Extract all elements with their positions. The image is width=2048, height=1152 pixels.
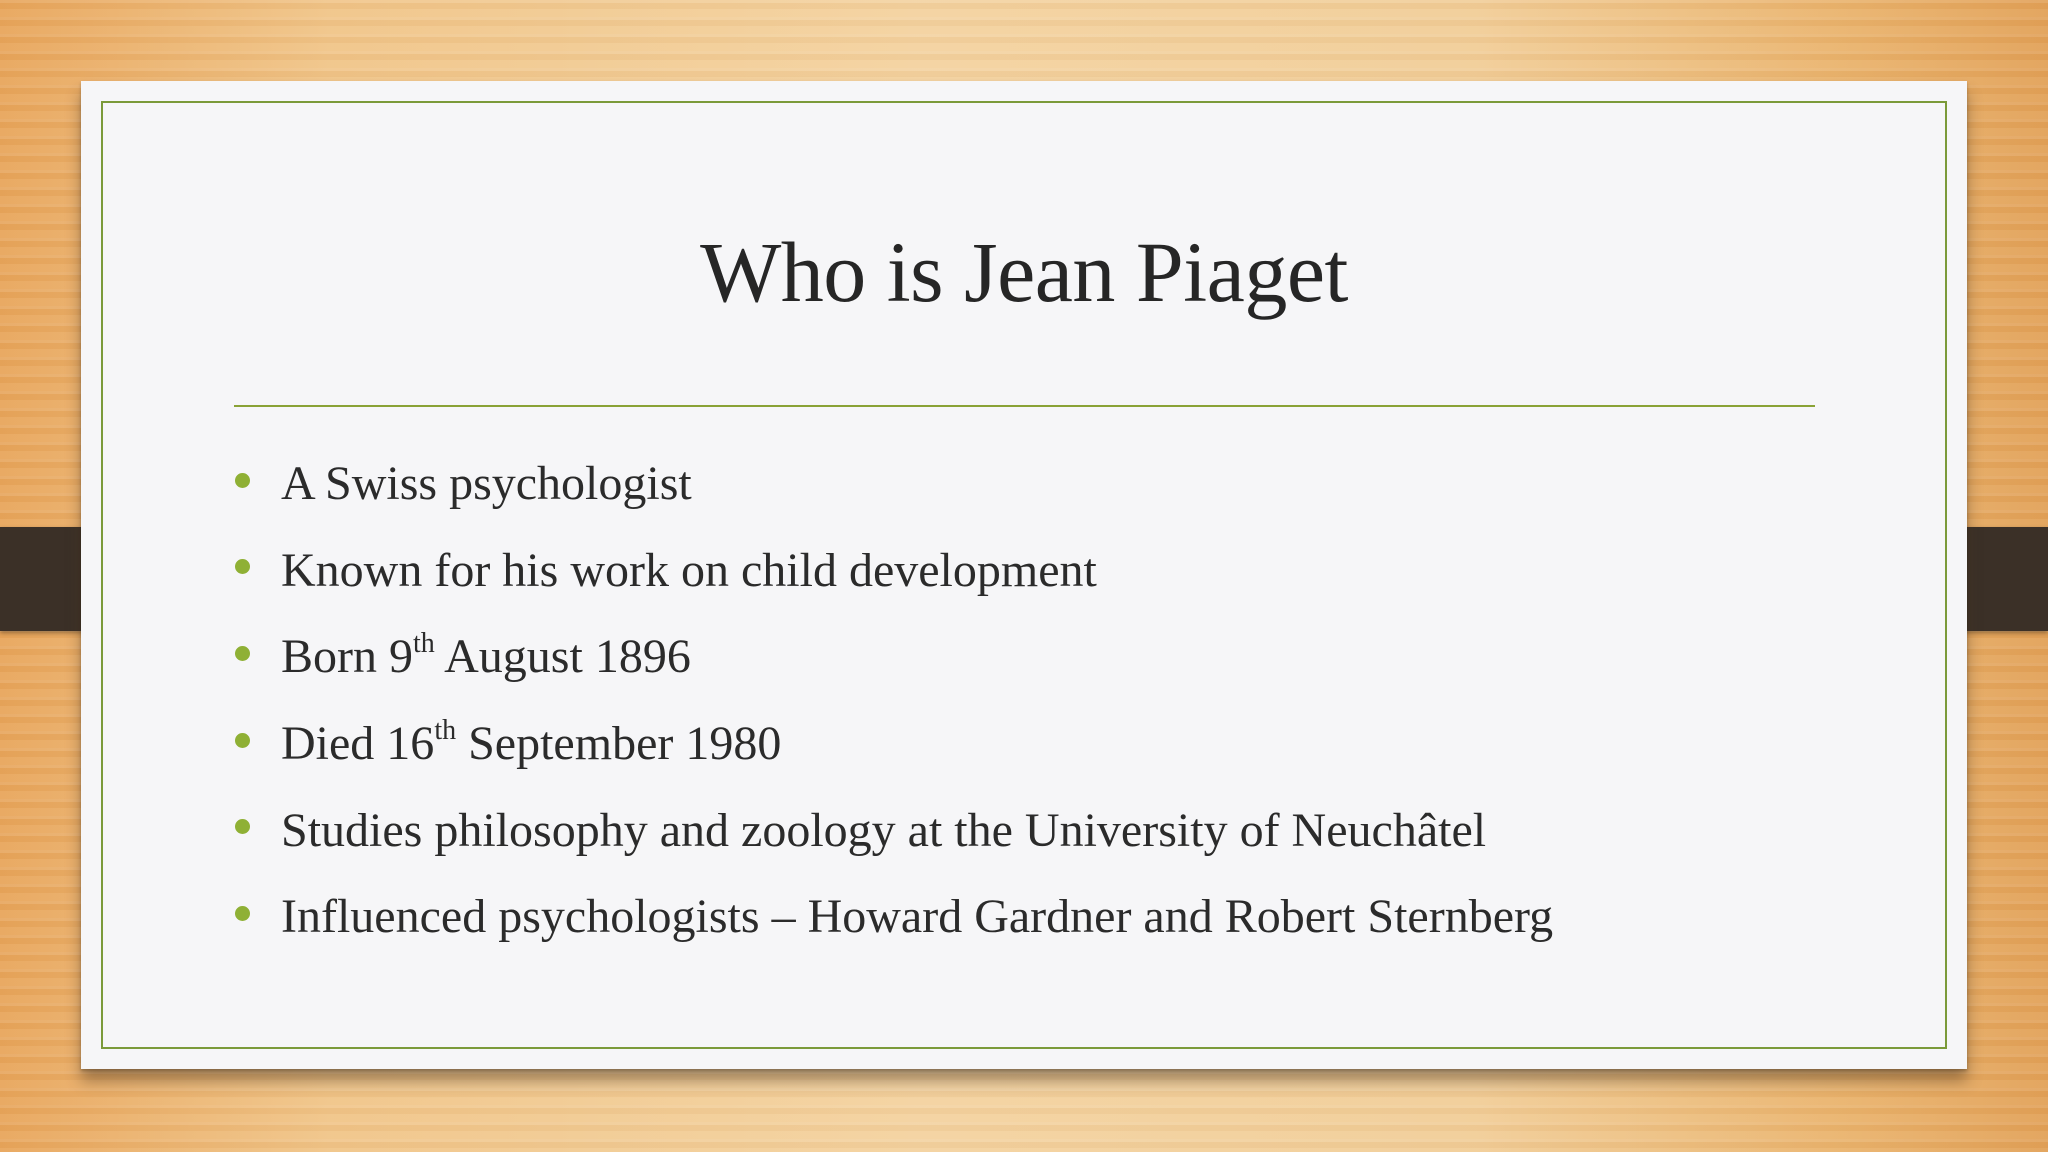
bullet-item xyxy=(235,874,1553,961)
bullet-item xyxy=(235,528,1553,615)
bullet-icon xyxy=(235,733,250,748)
bullet-item xyxy=(235,441,1553,528)
bullet-item xyxy=(235,701,1553,788)
bullet-text: Influenced psychologists – Howard Gardner and Robert Sternberg xyxy=(281,890,1554,944)
bullet-icon xyxy=(235,819,250,834)
ordinal-superscript: th xyxy=(434,715,457,747)
bullet-item xyxy=(235,787,1553,874)
bullet-text: Died 16th September 1980 xyxy=(281,715,782,771)
bullet-icon xyxy=(235,906,250,921)
ordinal-superscript: th xyxy=(413,628,435,660)
bullet-icon xyxy=(235,473,250,488)
bullet-item xyxy=(235,614,1553,701)
slide-card xyxy=(81,81,1967,1069)
bullet-list xyxy=(235,441,1553,961)
bullet-text: Born 9th August 1896 xyxy=(281,628,691,684)
bullet-text: A Swiss psychologist xyxy=(281,457,692,511)
bullet-text: Studies philosophy and zoology at the University of Neuchâtel xyxy=(281,803,1487,857)
bullet-icon xyxy=(235,646,250,661)
slide-title: Who is Jean Piaget xyxy=(700,224,1348,320)
bullet-icon xyxy=(235,559,250,574)
bullet-text: Known for his work on child development xyxy=(281,543,1097,597)
title-divider xyxy=(234,405,1815,407)
